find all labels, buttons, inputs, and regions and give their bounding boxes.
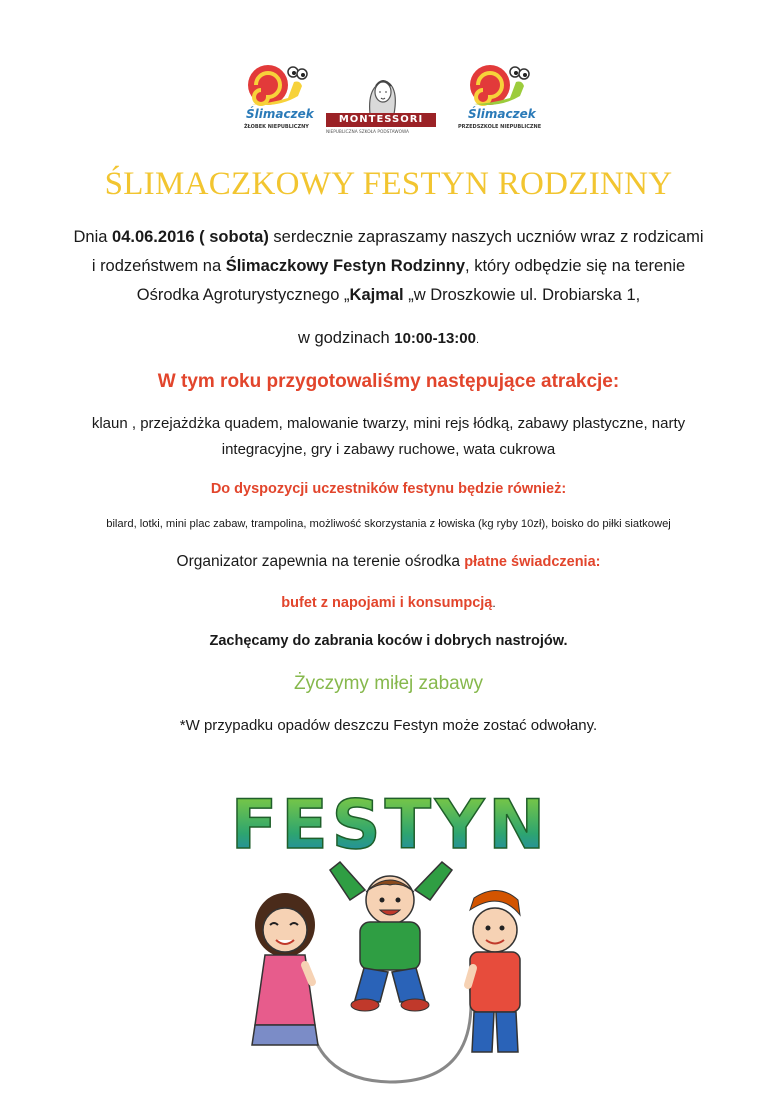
attractions-list-line-2: integracyjne, gry i zabawy ruchowe, wata cukrowa xyxy=(221,441,556,458)
also-list: bilard, lotki, mini plac zabaw, trampolina, możliwość skorzystania z łowiska (kg ryby 10zł), boisko do piłki siatkowej xyxy=(106,518,671,530)
intro-text: „w Droszkowie ul. Drobiarska 1, xyxy=(403,286,641,304)
intro-line-2 xyxy=(0,257,777,276)
intro-text: . xyxy=(475,334,480,346)
attractions-list-line-1: klaun , przejażdżka quadem, malowanie twarzy, mini rejs łódką, zabawy plastyczne, narty xyxy=(91,415,686,432)
venue-name: Kajmal xyxy=(349,286,404,304)
snail-icon xyxy=(238,60,310,110)
event-date: 04.06.2016 ( sobota) xyxy=(112,228,269,246)
rain-note: *W przypadku opadów deszczu Festyn może zostać odwołany. xyxy=(179,717,598,734)
portrait-icon xyxy=(362,74,402,116)
buffet-line xyxy=(0,593,777,612)
buffet-end: . xyxy=(492,596,496,610)
festyn-illustration xyxy=(230,790,550,1090)
logos-row xyxy=(0,60,777,140)
logo-name: Ślimaczek xyxy=(246,107,314,121)
intro-text: Ośrodka Agroturystycznego „ xyxy=(136,286,350,304)
jump-rope xyxy=(307,980,471,1082)
slimaczek-przedszkole-logo xyxy=(458,60,542,138)
logo-name: MONTESSORI xyxy=(338,114,424,125)
organizer-text: Organizator zapewnia na terenie ośrodka xyxy=(176,553,465,570)
page-title: ŚLIMACZKOWY FESTYN RODZINNY xyxy=(104,166,673,202)
attractions-heading: W tym roku przygotowaliśmy następujące atrakcje: xyxy=(157,371,620,392)
boy-jumping-icon xyxy=(330,862,452,1011)
intro-text: Dnia xyxy=(73,228,113,246)
festyn-word-art xyxy=(230,790,550,1090)
girl-figure-icon xyxy=(252,893,318,1045)
buffet-text: bufet z napojami i konsumpcją xyxy=(281,595,493,611)
event-hours: 10:00-13:00 xyxy=(394,330,476,347)
event-name: Ślimaczkowy Festyn Rodzinny xyxy=(225,257,466,275)
intro-text: serdecznie zapraszamy naszych uczniów wraz z rodzicami xyxy=(268,228,704,246)
intro-line-1 xyxy=(0,228,777,247)
wish-line: Życzymy miłej zabawy xyxy=(294,673,483,694)
festyn-word: FESTYN xyxy=(230,790,550,865)
montessori-logo xyxy=(322,74,440,140)
logo-subtitle: ŻŁOBEK NIEPUBLICZNY xyxy=(244,124,309,130)
snail-icon xyxy=(460,60,532,110)
intro-text: i rodzeństwem na xyxy=(91,257,226,275)
also-heading: Do dyspozycji uczestników festynu będzie również: xyxy=(210,481,567,497)
logo-subtitle: PRZEDSZKOLE NIEPUBLICZNE xyxy=(458,124,542,130)
intro-line-3 xyxy=(0,286,777,305)
intro-line-4 xyxy=(0,329,777,348)
intro-text: , który odbędzie się na terenie xyxy=(465,257,686,275)
child-figure-icon xyxy=(468,890,520,1052)
logo-name: Ślimaczek xyxy=(468,107,536,121)
organizer-line xyxy=(0,553,777,571)
intro-text: w godzinach xyxy=(297,329,395,347)
encourage-line: Zachęcamy do zabrania koców i dobrych nastrojów. xyxy=(209,633,568,649)
slimaczek-zlobek-logo xyxy=(238,60,314,138)
paid-services-label: płatne świadczenia: xyxy=(464,554,601,570)
logo-subtitle: NIEPUBLICZNA SZKOŁA PODSTAWOWA xyxy=(326,130,409,135)
